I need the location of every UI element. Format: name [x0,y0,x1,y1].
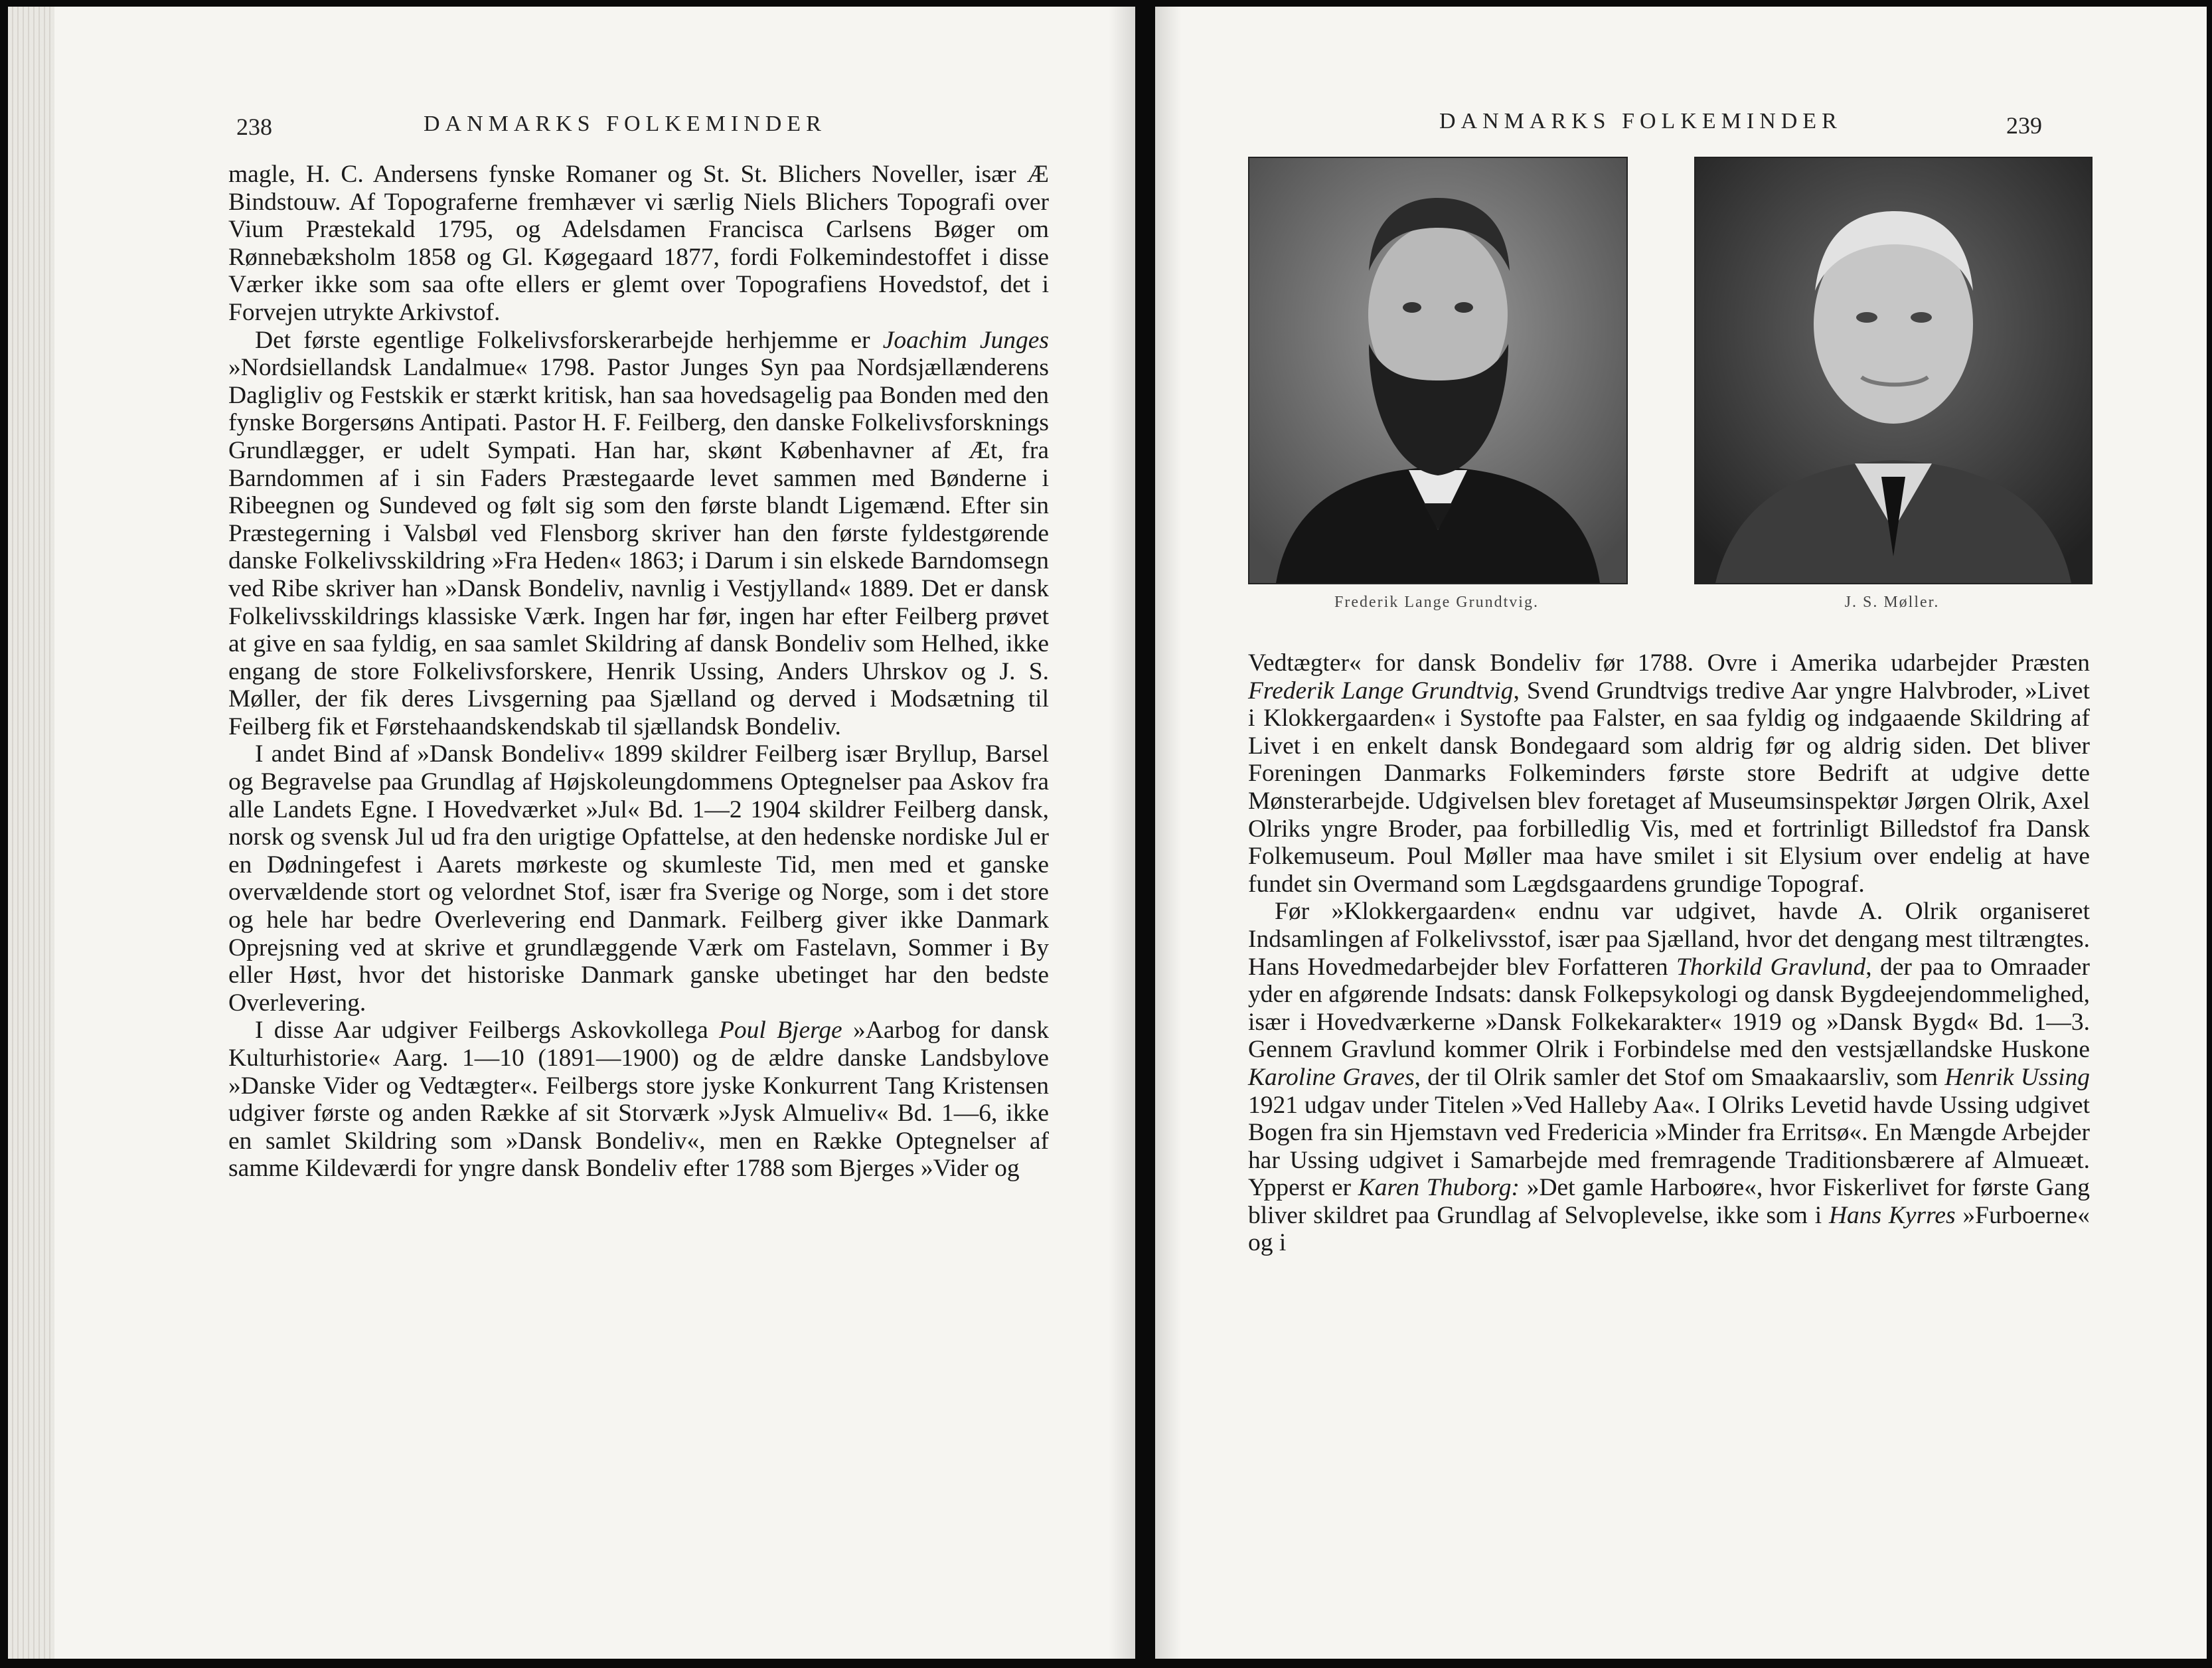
page-number: 238 [236,114,272,140]
italic-name: Frederik Lange Grundtvig [1248,677,1514,705]
body-text [1248,649,2090,1257]
text-run: , Svend Grundtvigs tredive Aar yngre Halvbroder, »Livet i Klokkergaarden« i Systofte paa Falster, en saa fyldig og indgaaende Skildring af Livet i en enkelt dansk Bondegaard som aldrig før og aldrig siden. Det bliver Foreningen Danmarks Folkeminders første store Bedrift at udgive dette Mønsterarbejde. Udgivelsen blev foretaget af Museumsinspektør Jørgen Olrik, Axel Olriks yngre Broder, paa forbilledlig Vis, med et fortrinligt Billedstof fra Dansk Folkemuseum. Poul Møller maa have smilet i sit Elysium over endelig at have fundet sin Overmand som Lægdsgaardens grundige Topograf. [1248,677,2090,898]
gutter-shadow [1155,7,1182,1659]
photo-caption: J. S. Møller. [1844,594,1940,611]
paragraph [228,740,1049,1017]
italic-name: Poul Bjerge [719,1017,842,1044]
paragraph [228,1017,1049,1183]
text-run: Vedtægter« for dansk Bondeliv før 1788. Ovre i Amerika udarbejder Præsten [1248,649,2090,677]
italic-name: Karen Thuborg: [1358,1174,1520,1202]
text-run: »Nordsiellandsk Landalmue« 1798. Pastor Junges Syn paa Nordsjællænderens Dagligliv og Festskik er stærkt kritisk, han saa hovedsagelig paa Bonden med den fynske Borgersøns Antipati. Pastor H. F. Feilberg, den danske Folkelivsforsknings Grundlægger, er udelt Sympati. Han har, skønt Københavner af Æt, fra Barndommen af i sin Faders Præstegaarde levet sammen med Bønderne i Ribeegnen og Sundeved og følt sig som den første blandt Ligemænd. Efter sin Præstegerning i Valsbøl ved Flensborg skriver han den første fyldestgørende danske Folkelivsskildring »Fra Heden« 1863; i Darum i sin elskede Barndomsegn ved Ribe skriver han »Dansk Bondeliv, navnlig i Vestjylland« 1889. Det er dansk Folkelivsskildrings klassiske Værk. Ingen har før, ingen har efter Feilberg prøvet at give en saa fyldig, en saa samlet Skildring af dansk Bondeliv som Helhed, ikke engang de store Folkelivsforskere, Henrik Ussing, Anders Uhrskov og J. S. Møller, der fik deres Livsgerning paa Sjælland og derved i Modsætning til Feilberg fik et Førstehaandskendskab til sjællandsk Bondeliv. [228,354,1049,740]
running-head: DANMARKS FOLKEMINDER [1439,109,1842,133]
running-head: DANMARKS FOLKEMINDER [424,112,827,136]
body-text [228,161,1049,1183]
italic-name: Joachim Junges [882,326,1050,354]
portrait-photo [1694,157,2093,584]
gutter-shadow [1109,7,1135,1659]
text-run: , der paa to Omraader yder en afgørende Indsats: dansk Folkepsykologi og dansk Bygdeejendommelighed, især i Hovedværkerne »Dansk Folkekarakter« 1919 og »Dansk Bygd« Bd. 1—3. Gennem Gravlund kommer Olrik i Forbindelse med den vestsjællandske Huskone [1248,953,2091,1064]
text-run: magle, H. C. Andersens fynske Romaner og St. St. Blichers Noveller, især Æ Bindstouw. Af Topograferne fremhæver vi særlig Niels Blichers Topografi over Vium Præstekald 1795, og Adelsdamen Francisca Carlsens Bøger om Rønnebæksholm 1858 og Gl. Køgegaard 1877, fordi Folkemindestoffet i disse Værker ikke som saa ofte ellers er glemt over Topografiens Hovedstof, det i Forvejen utrykte Arkivstof. [228,161,1049,326]
italic-name: Thorkild Gravlund [1676,953,1866,981]
text-run: I disse Aar udgiver Feilbergs Askovkollega [255,1017,720,1044]
italic-name: Hans Kyrres [1828,1201,1956,1229]
text-run: »Aarbog for dansk Kulturhistorie« Aarg. 1—10 (1891—1900) og de ældre danske Landsbylove »Danske Vider og Vedtægter«. Feilbergs store jyske Konkurrent Tang Kristensen udgiver første og anden Række af sit Storværk »Jysk Almueliv« Bd. 1—6, ikke en samlet Skildring som »Dansk Bondeliv«, men en Række Optegnelser af samme Kildeværdi for yngre dansk Bondeliv efter 1788 som Bjerges »Vider og [228,1017,1049,1183]
portrait-photo [1248,157,1628,584]
italic-name: Henrik Ussing [1944,1063,2090,1091]
text-run: Før »Klokkergaarden« endnu var udgivet, havde A. Olrik organiseret Indsamlingen af Folkelivsstof, især paa Sjælland, hvor det dengang mest tiltrængtes. Hans Hovedmedarbejder blev Forfatteren [1248,898,2090,981]
text-run: I andet Bind af »Dansk Bondeliv« 1899 skildrer Feilberg især Bryllup, Barsel og Begravelse paa Grundlag af Højskoleungdommens Optegnelser paa Askov fra alle Landets Egne. I Hovedværket »Jul« Bd. 1—2 1904 skildrer Feilberg dansk, norsk og svensk Jul ud fra den urigtige Opfattelse, at den hedenske nordiske Jul er en Dødningefest i Aarets mørkeste og skumleste Tid, men med et ganske overvældende stort og velordnet Stof, især fra Sverige og Norge, som i det store og hele har bedre Overlevering end Danmark. Feilberg giver ikke Danmark Oprejsning ved at skrive et grundlæggende Værk om Fastelavn, Sommer i By eller Høst, hvor det historiske Danmark ganske ubetinget har den bedste Overlevering. [228,740,1049,1017]
paragraph [228,327,1049,741]
portrait-moller-icon [1696,158,2091,583]
text-run: Det første egentlige Folkelivsforskerarbejde herhjemme er [255,326,883,354]
right-page [1155,7,2207,1659]
text-run: , der til Olrik samler det Stof om Smaakaarsliv, som [1414,1063,1945,1091]
left-page [8,7,1135,1659]
paragraph [1248,649,2090,898]
page-edges [8,7,54,1659]
text-run: »Det gamle Harboøre«, hvor Fiskerlivet for første Gang bliver skildret paa Grundlag af Selvoplevelse, ikke som i [1248,1174,2090,1229]
paragraph [1248,898,2090,1257]
portrait-grundtvig-icon [1249,158,1626,583]
text-run: 1921 udgav under Titelen »Ved Halleby Aa«. I Olriks Levetid havde Ussing udgivet Bogen fra sin Hjemstavn ved Fredericia »Minder fra Erritsø«. En Mængde Arbejder har Ussing udgivet i Samarbejde med fremragende Traditionsbærere af Almueæt. Ypperst er [1248,1091,2090,1202]
paragraph [228,161,1049,327]
text-run: »Furboerne« og i [1248,1201,2090,1257]
photo-caption: Frederik Lange Grundtvig. [1334,594,1539,611]
page-number: 239 [2006,112,2042,139]
italic-name: Karoline Graves [1248,1063,1415,1091]
